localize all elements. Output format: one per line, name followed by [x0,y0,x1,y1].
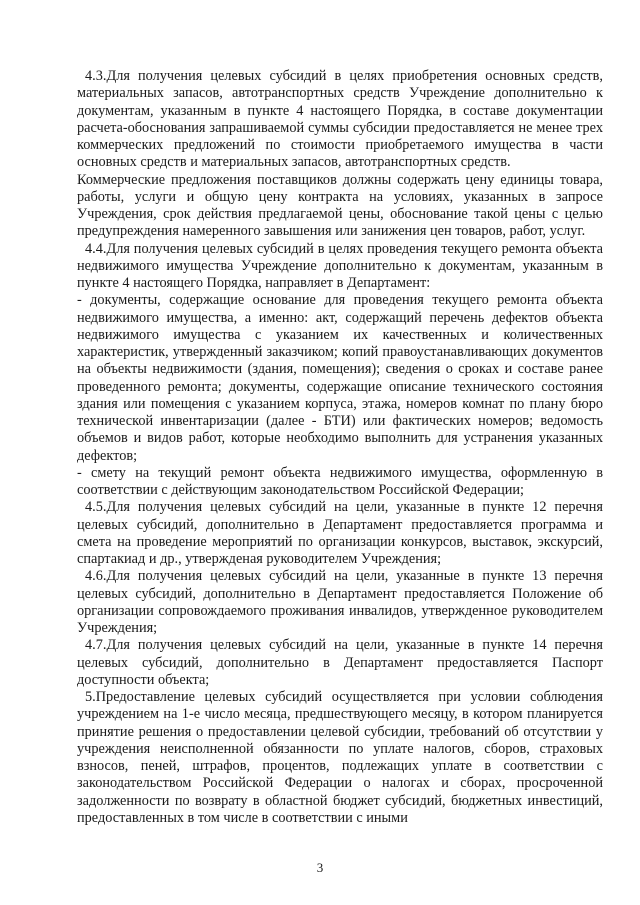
paragraph-4-5: 4.5.Для получения целевых субсидий на цели, указанные в пункте 12 перечня целевых субсидий, дополнительно в Департамент предоставляется программа и смета на проведение мероприятий по организации конкурсов, выставок, экскурсий, спартакиад и др., утвержденая руководителем Учреждения; [77,499,603,567]
paragraph-4-4: 4.4.Для получения целевых субсидий в целях проведения текущего ремонта объекта недвижимого имущества Учреждение дополнительно к документам, указанным в пункте 4 настоящего Порядка, направляет в Департамент: [77,240,603,291]
paragraph-4-3: 4.3.Для получения целевых субсидий в целях приобретения основных средств, материальных запасов, автотранспортных средств Учреждение дополнительно к документам, указанным в пункте 4 настоящего Порядка, в составе документации расчета-обоснования запрашиваемой суммы субсидии предоставляется не менее трех коммерческих предложений по стоимости приобретаемого имущества в части основных средств и материальных запасов, автотранспортных средств. [77,68,603,171]
paragraph-4-4-item-documents: - документы, содержащие основание для проведения текущего ремонта объекта недвижимого имущества, а именно: акт, содержащий перечень дефектов объекта недвижимого имущества с указанием их качественных и количественных характеристик, утвержденный заказчиком; копий правоустанавливающих документов на объекты недвижимости (здания, помещения); сведения о сроках и составе ранее проведенного ремонта; документы, содержащие описание технического состояния здания или помещения с указанием корпуса, этажа, номеров комнат по плану бюро технической инвентаризации (далее - БТИ) или фактических номеров; ведомость объемов и видов работ, которые необходимо выполнить для устранения указанных дефектов; [77,292,603,464]
page-number: 3 [316,860,324,875]
paragraph-4-7: 4.7.Для получения целевых субсидий на цели, указанные в пункте 14 перечня целевых субсидий, дополнительно в Департамент предоставляется Паспорт доступности объекта; [77,637,603,688]
paragraph-4-6: 4.6.Для получения целевых субсидий на цели, указанные в пункте 13 перечня целевых субсидий, дополнительно в Департамент предоставляется Положение об организации сопровождаемого проживания инвалидов, утвержденное руководителем Учреждения; [77,568,603,636]
document-body [77,68,603,827]
paragraph-4-3-continuation: Коммерческие предложения поставщиков должны содержать цену единицы товара, работы, услуги и общую цену контракта на условиях, указанных в запросе Учреждения, срок действия предлагаемой цены, обоснование такой цены с целью предупреждения намеренного завышения или занижения цен товаров, работ, услуг. [77,171,603,240]
paragraph-5: 5.Предоставление целевых субсидий осуществляется при условии соблюдения учреждением на 1-е число месяца, предшествующего месяцу, в котором планируется принятие решения о предоставлении целевой субсидии, требований об отсутствии у учреждения неисполненной обязанности по уплате налогов, сборов, страховых взносов, пеней, штрафов, процентов, подлежащих уплате в соответствии с законодательством Российской Федерации о налогах и сборах, просроченной задолженности по возврату в областной бюджет субсидий, бюджетных инвестиций, предоставленных в том числе в соответствии с иными [77,689,603,826]
paragraph-4-4-item-estimate: - смету на текущий ремонт объекта недвижимого имущества, оформленную в соответствии с действующим законодательством Российской Федерации; [77,464,603,498]
